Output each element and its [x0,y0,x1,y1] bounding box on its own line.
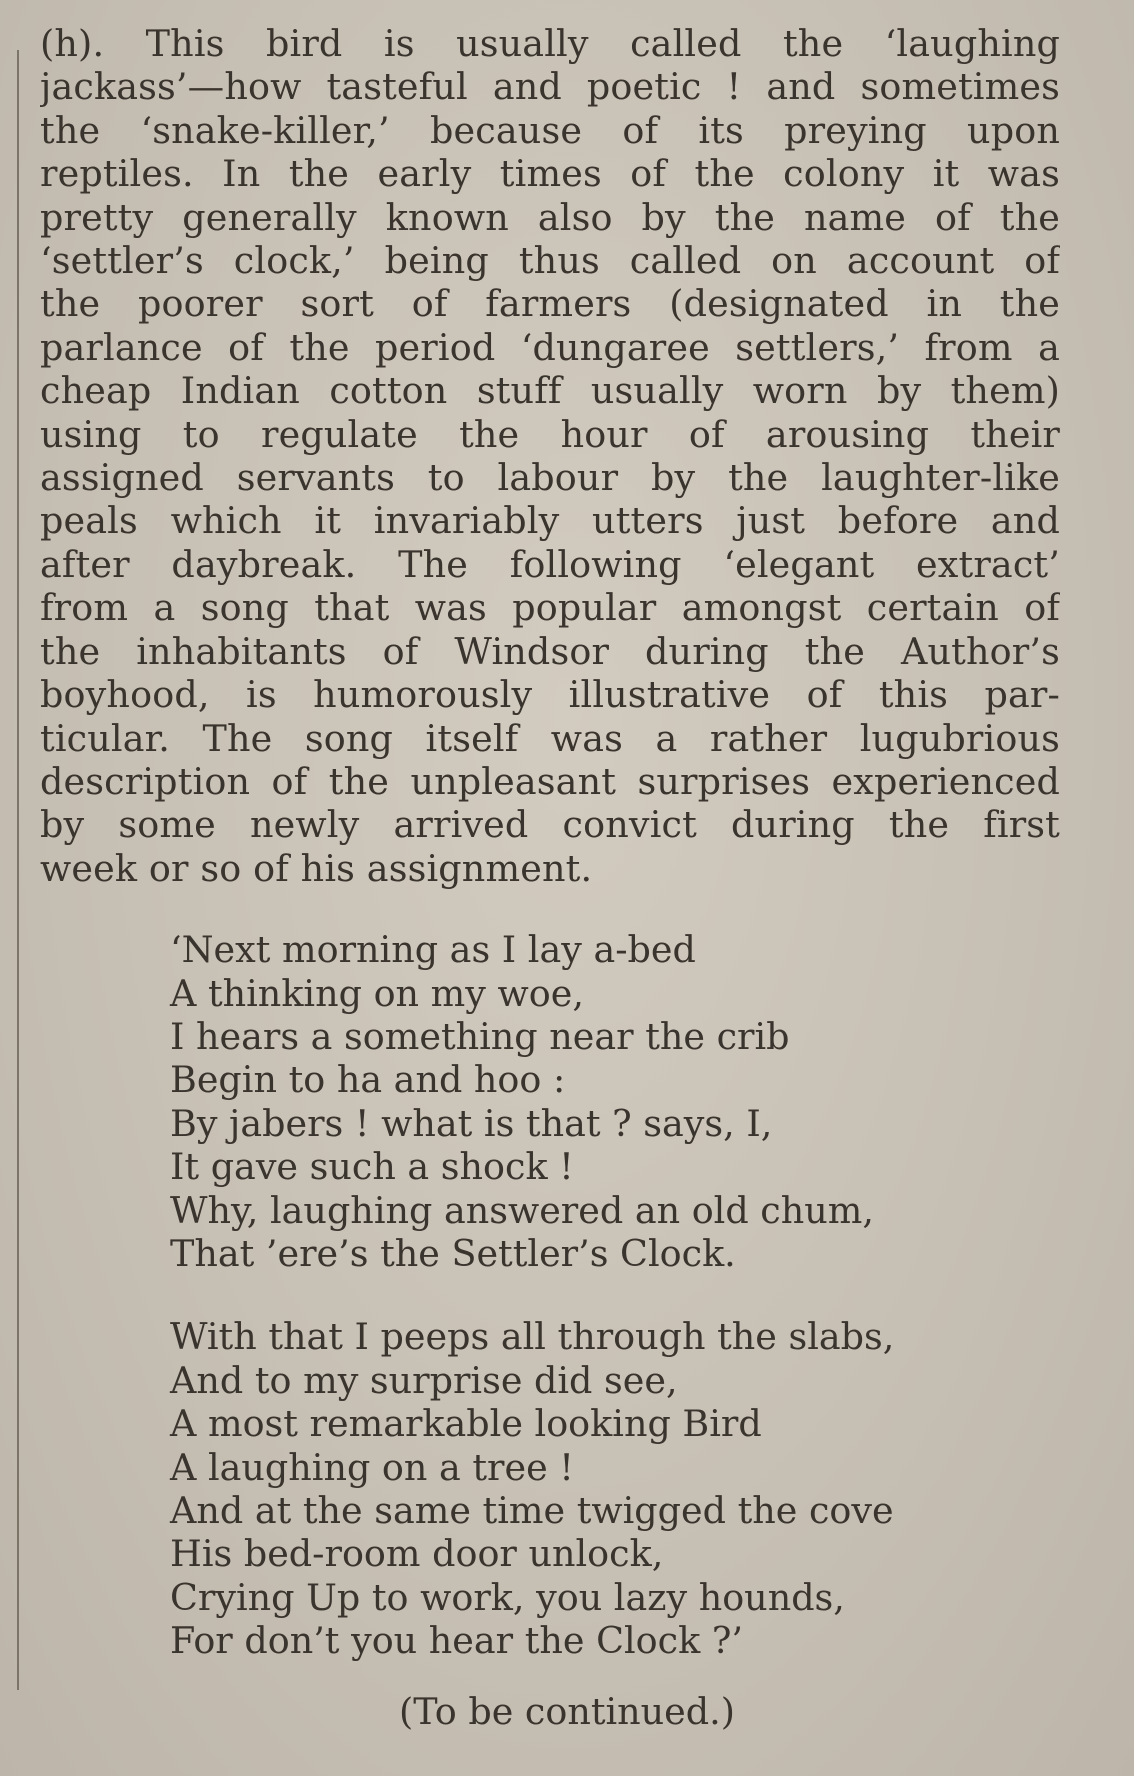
verse-line: Why, laughing answered an old chum, [170,1188,874,1232]
verse-line: I hears a something near the crib [170,1014,790,1058]
paragraph-line: (h). This bird is usually called the ‘laughing [40,22,1060,65]
paragraph-line: description of the unpleasant surprises experienced [40,759,1060,803]
paragraph-line: peals which it invariably utters just before and [40,499,1060,543]
paragraph-line: from a song that was popular amongst certain of [40,586,1060,630]
verse-line: Begin to ha and hoo : [170,1058,566,1102]
verse-line: ‘Next morning as I lay a-bed [170,928,696,972]
paragraph-line: by some newly arrived convict during the first [40,803,1060,847]
paragraph-line: cheap Indian cotton stuff usually worn by them) [40,369,1060,413]
paragraph-line: ‘settler’s clock,’ being thus called on account of [40,239,1060,283]
footnote-block [40,22,1060,1663]
paragraph-line: the ‘snake-killer,’ because of its preying upon [40,108,1060,152]
verse-line: A thinking on my woe, [170,971,584,1015]
paragraph-line: parlance of the period ‘dungaree settlers,’ from a [40,325,1060,369]
verse-line: And to my surprise did see, [170,1358,678,1402]
paragraph-line: jackass’—how tasteful and poetic ! and sometimes [40,65,1060,109]
verse-stanza-2 [40,1315,1060,1662]
footnote-paragraph [40,22,1060,890]
paragraph-line: after daybreak. The following ‘elegant extract’ [40,542,1060,586]
paragraph-line: ticular. The song itself was a rather lugubrious [40,716,1060,760]
margin-rule [17,50,19,1690]
verse-line: And at the same time twigged the cove [170,1489,894,1532]
verse-line: Crying Up to work, you lazy hounds, [170,1575,845,1619]
paragraph-line: assigned servants to labour by the laughter-like [40,456,1060,500]
verse-line: That ’ere’s the Settler’s Clock. [170,1231,736,1275]
verse-line: His bed-room door unlock, [170,1532,664,1576]
paragraph-line: reptiles. In the early times of the colony it was [40,152,1060,196]
verse-stanza-1 [40,928,1060,1275]
verse-line: A most remarkable looking Bird [170,1402,762,1446]
paragraph-line: the poorer sort of farmers (designated in the [40,282,1060,326]
verse-line: It gave such a shock ! [170,1145,574,1189]
paragraph-line: boyhood, is humorously illustrative of this par- [40,673,1060,717]
verse-line: A laughing on a tree ! [170,1445,574,1489]
paragraph-line: using to regulate the hour of arousing their [40,412,1060,456]
paragraph-line: week or so of his assignment. [40,846,593,890]
verse-line: By jabers ! what is that ? says, I, [170,1101,773,1145]
to-be-continued: (To be continued.) [399,1690,735,1733]
paragraph-line: the inhabitants of Windsor during the Author’s [40,629,1060,673]
verse-line: For don’t you hear the Clock ?’ [170,1619,743,1663]
paragraph-line: pretty generally known also by the name of the [40,195,1060,239]
verse-line: With that I peeps all through the slabs, [170,1315,895,1359]
